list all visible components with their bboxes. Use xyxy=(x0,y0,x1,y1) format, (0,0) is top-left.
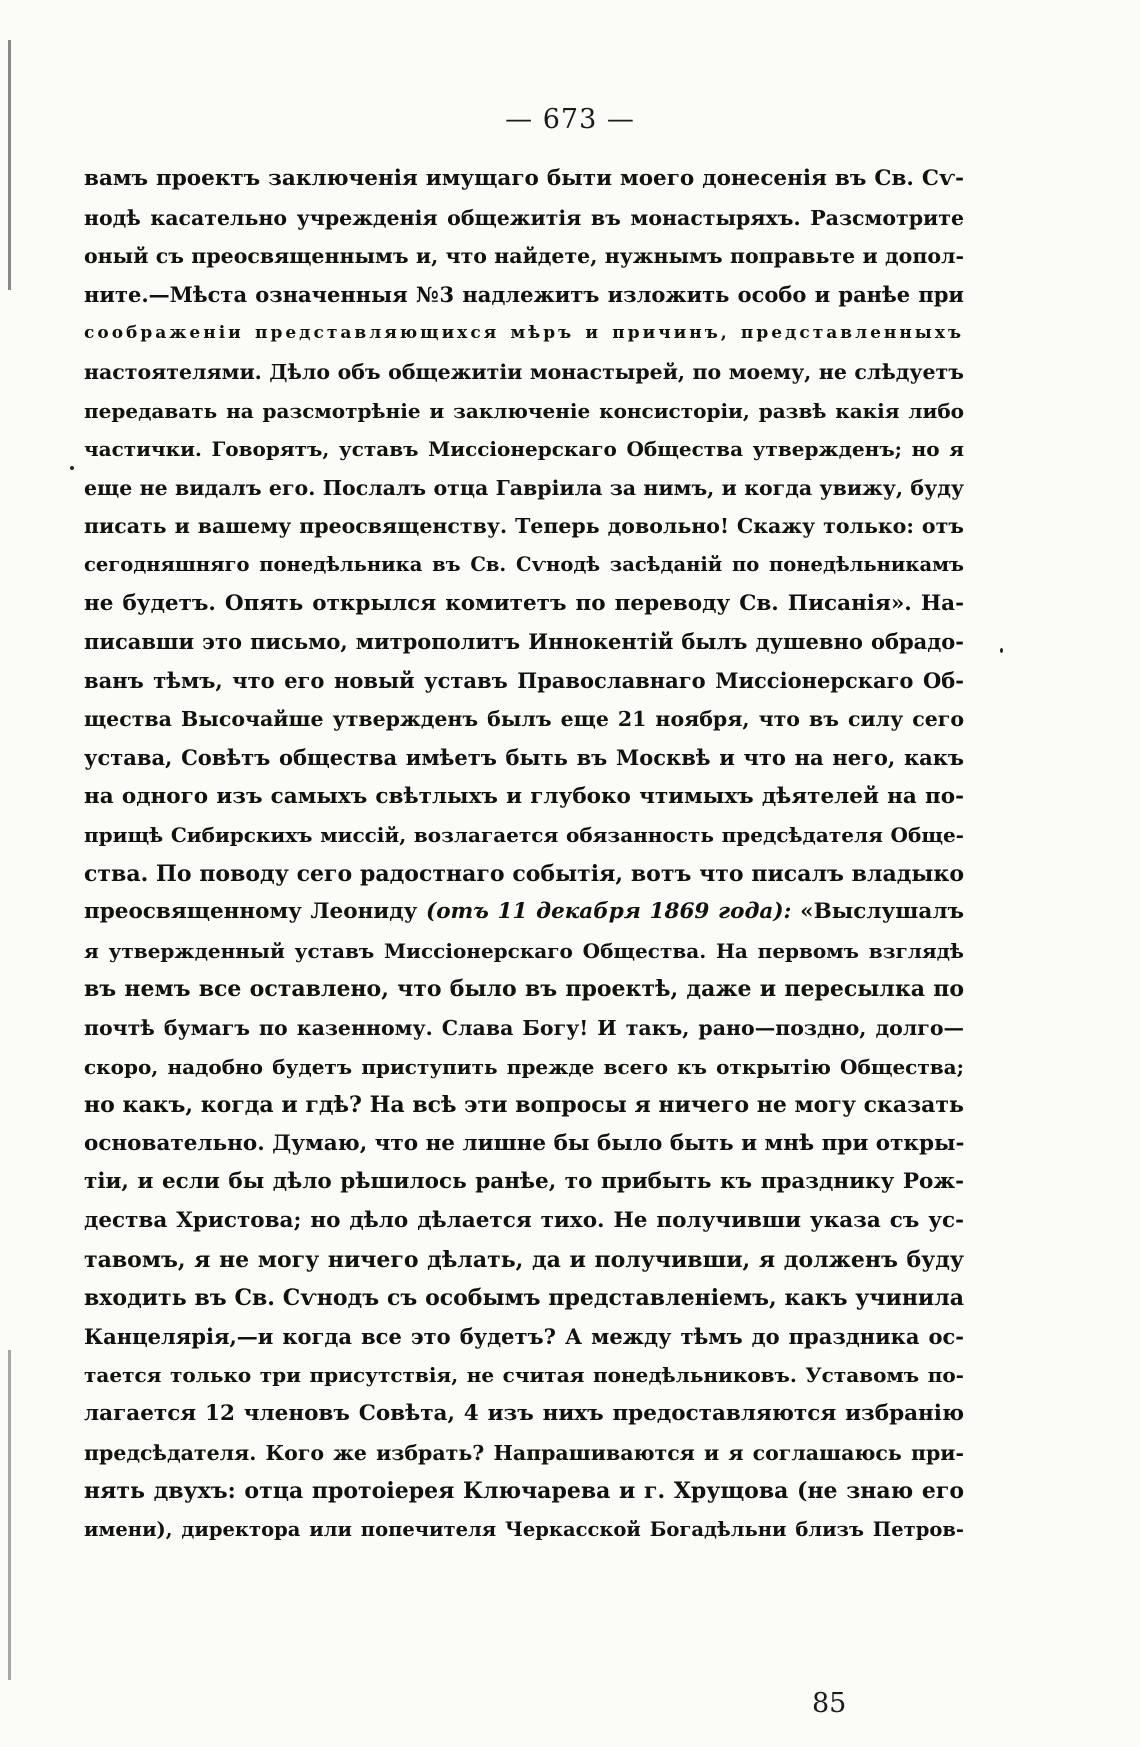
text-line: дества Христова; но дѣло дѣлается тихо. Не получивши указа съ ус- xyxy=(84,1208,964,1234)
text-line: соображеніи представляющихся мѣръ и причинъ, представленныхъ xyxy=(84,323,964,344)
scan-speck xyxy=(1000,648,1003,653)
text-line: нодѣ касательно учрежденія общежитія въ монастыряхъ. Разсмотрите xyxy=(84,205,964,230)
text-line: настоятелями. Дѣло объ общежитіи монастырей, по моему, не слѣдуетъ xyxy=(84,359,964,384)
scan-edge-shadow xyxy=(8,40,11,290)
text-line: прищѣ Сибирскихъ миссій, возлагается обязанность предсѣдателя Обще- xyxy=(84,823,964,848)
text-line: на одного изъ самыхъ свѣтлыхъ и глубоко чтимыхъ дѣятелей на по- xyxy=(84,783,964,809)
text-line: нять двухъ: отца протоіерея Ключарева и г. Хрущова (не знаю его xyxy=(84,1478,964,1505)
text-line: ства. По поводу сего радостнаго событія, вотъ что писалъ владыко xyxy=(84,860,964,887)
text-line: предсѣдателя. Кого же избрать? Напрашиваются и я соглашаюсь при- xyxy=(84,1440,964,1465)
text-line: но какъ, когда и гдѣ? На всѣ эти вопросы я ничего не могу сказать xyxy=(84,1092,964,1119)
text-line: основательно. Думаю, что не лишне бы было быть и мнѣ при откры- xyxy=(84,1130,964,1156)
text-line: сегодняшняго понедѣльника въ Св. Сѵнодѣ засѣданій по понедѣльникамъ xyxy=(84,552,964,576)
text-line: тается только три присутствія, не считая понедѣльниковъ. Уставомъ по- xyxy=(84,1363,964,1388)
text-line: писавши это письмо, митрополитъ Иннокентій былъ душевно обрадо- xyxy=(84,629,964,655)
text-line: писать и вашему преосвященству. Теперь довольно! Скажу только: отъ xyxy=(84,514,964,539)
text-line: имени), директора или попечителя Черкасской Богадѣльни близъ Петров- xyxy=(84,1517,964,1541)
text-line-with-date xyxy=(84,893,964,932)
text-line: лагается 12 членовъ Совѣта, 4 изъ нихъ предоставляются избранію xyxy=(84,1401,964,1426)
text-line: скоро, надобно будетъ приступить прежде всего къ открытію Общества; xyxy=(84,1054,964,1079)
text-line: входить въ Св. Сѵнодъ съ особымъ представленіемъ, какъ учинила xyxy=(84,1285,964,1312)
text-line: передавать на разсмотрѣніе и заключеніе консисторіи, развѣ какія либо xyxy=(84,398,964,423)
text-line: Канцелярія,—и когда все это будетъ? А между тѣмъ до праздника ос- xyxy=(84,1323,964,1349)
quote-start: «Выслушалъ xyxy=(800,899,964,925)
text-line: щества Высочайше утвержденъ былъ еще 21 ноября, что въ силу сего xyxy=(84,707,964,732)
text-line: не будетъ. Опять открылся комитетъ по переводу Св. Писанія». На- xyxy=(84,590,964,616)
text-line: я утвержденный уставъ Миссіонерскаго Общества. На первомъ взглядѣ xyxy=(84,938,964,963)
text-line: устава, Совѣтъ общества имѣетъ быть въ Москвѣ и что на него, какъ xyxy=(84,744,964,770)
text-line: въ немъ все оставлено, что было въ проектѣ, даже и пересылка по xyxy=(84,976,964,1003)
scan-speck xyxy=(70,466,74,470)
text-line-lead: преосвященному Леониду xyxy=(84,899,418,925)
text-line: частички. Говорятъ, уставъ Миссіонерскаго Общества утвержденъ; но я xyxy=(84,437,964,462)
text-line: почтѣ бумагъ по казенному. Слава Богу! И такъ, рано—поздно, долго— xyxy=(84,1016,964,1041)
italic-date: (отъ 11 декабря 1869 года): xyxy=(426,899,792,925)
text-line: еще не видалъ его. Послалъ отца Гавріила за нимъ, и когда увижу, буду xyxy=(84,475,964,500)
page-number-header: — 673 — xyxy=(505,104,635,135)
signature-mark: 85 xyxy=(812,1688,847,1719)
text-line: тавомъ, я не могу ничего дѣлать, да и получивши, я долженъ буду xyxy=(84,1246,964,1273)
body-text xyxy=(84,160,964,1549)
scan-edge-shadow xyxy=(8,1350,11,1680)
text-line: тіи, и если бы дѣло рѣшилось ранѣе, то прибыть къ празднику Рож- xyxy=(84,1169,964,1195)
text-line: ванъ тѣмъ, что его новый уставъ Православнаго Миссіонерскаго Об- xyxy=(84,667,964,693)
text-line: оный съ преосвященнымъ и, что найдете, нужнымъ поправьте и допол- xyxy=(84,244,964,269)
text-line: вамъ проектъ заключенія имущаго быти моего донесенія въ Св. Сѵ- xyxy=(84,166,964,191)
text-line: ните.—Мѣста означенныя №3 надлежитъ изложить особо и ранѣе при xyxy=(84,281,964,307)
